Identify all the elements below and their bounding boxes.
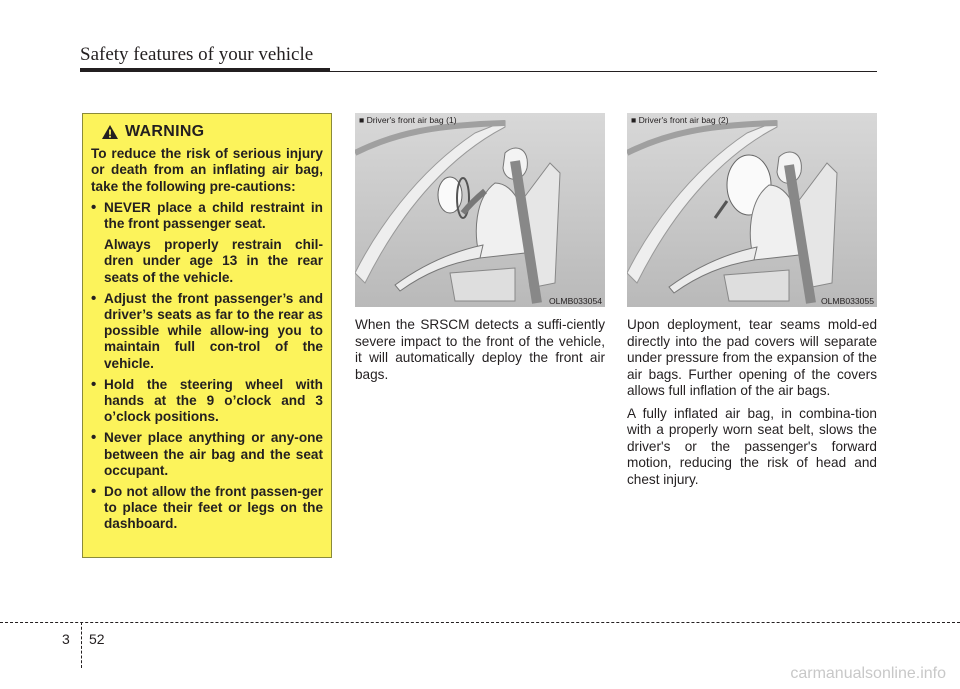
figure-code: OLMB033054 <box>548 296 602 306</box>
header-title: Safety features of your vehicle <box>80 44 314 65</box>
footer-divider <box>81 622 82 668</box>
warning-item <box>91 291 323 372</box>
warning-title: WARNING <box>125 123 205 140</box>
warning-item-text: Never place anything or any-one between the air bag and the seat occupant. <box>104 430 323 478</box>
warning-triangle-icon <box>101 124 119 140</box>
footer-rule <box>0 622 960 623</box>
page-chapter: 3 <box>62 631 70 647</box>
page-number: 52 <box>89 631 105 647</box>
warning-intro: To reduce the risk of serious injury or death from an inflating air bag, take the following pre-cautions: <box>91 146 323 194</box>
figure-caption: ■ Driver's front air bag (1) <box>359 115 457 125</box>
paragraph: A fully inflated air bag, in combina-tion with a properly worn seat belt, slows the driver's or the passenger's forward motion, reducing the risk of head and chest injury. <box>627 405 877 487</box>
warning-item <box>91 200 323 286</box>
warning-item <box>91 484 323 533</box>
warning-list <box>91 200 323 533</box>
right-column-text <box>627 317 877 494</box>
airbag-illustration-1 <box>355 113 605 307</box>
warning-item-text: Adjust the front passenger’s and driver’s seats as far to the rear as possible while allow-ing you to maintain full con-trol of the vehicle. <box>104 290 323 371</box>
warning-item-text: NEVER place a child restraint in the front passenger seat. <box>104 199 323 232</box>
paragraph: Upon deployment, tear seams mold-ed directly into the pad covers will separate under pressure from the expansion of the air bags. Further opening of the covers allows full inflation of the air bags. <box>627 317 877 398</box>
warning-item <box>91 430 323 479</box>
figure-frame <box>627 113 877 307</box>
warning-heading <box>101 124 323 140</box>
warning-item <box>91 377 323 426</box>
warning-item-subtext: Always properly restrain chil-dren under age 13 in the rear seats of the vehicle. <box>104 237 323 285</box>
figure-caption: ■ Driver's front air bag (2) <box>631 115 729 125</box>
warning-item-text: Do not allow the front passen-ger to place their feet or legs on the dashboard. <box>104 484 323 532</box>
figure-airbag-2 <box>627 113 877 307</box>
header-rule-thin <box>80 71 877 72</box>
figure-frame <box>355 113 605 307</box>
warning-item-text: Hold the steering wheel with hands at the 9 o’clock and 3 o’clock positions. <box>104 376 323 425</box>
warning-box <box>82 113 332 558</box>
airbag-illustration-2 <box>627 113 877 307</box>
figure-airbag-1 <box>355 113 605 307</box>
paragraph: When the SRSCM detects a suffi-ciently severe impact to the front of the vehicle, it will automatically deploy the front air bags. <box>355 317 605 382</box>
middle-column-text <box>355 317 605 389</box>
figure-code: OLMB033055 <box>820 296 874 306</box>
watermark: carmanualsonline.info <box>790 665 946 682</box>
